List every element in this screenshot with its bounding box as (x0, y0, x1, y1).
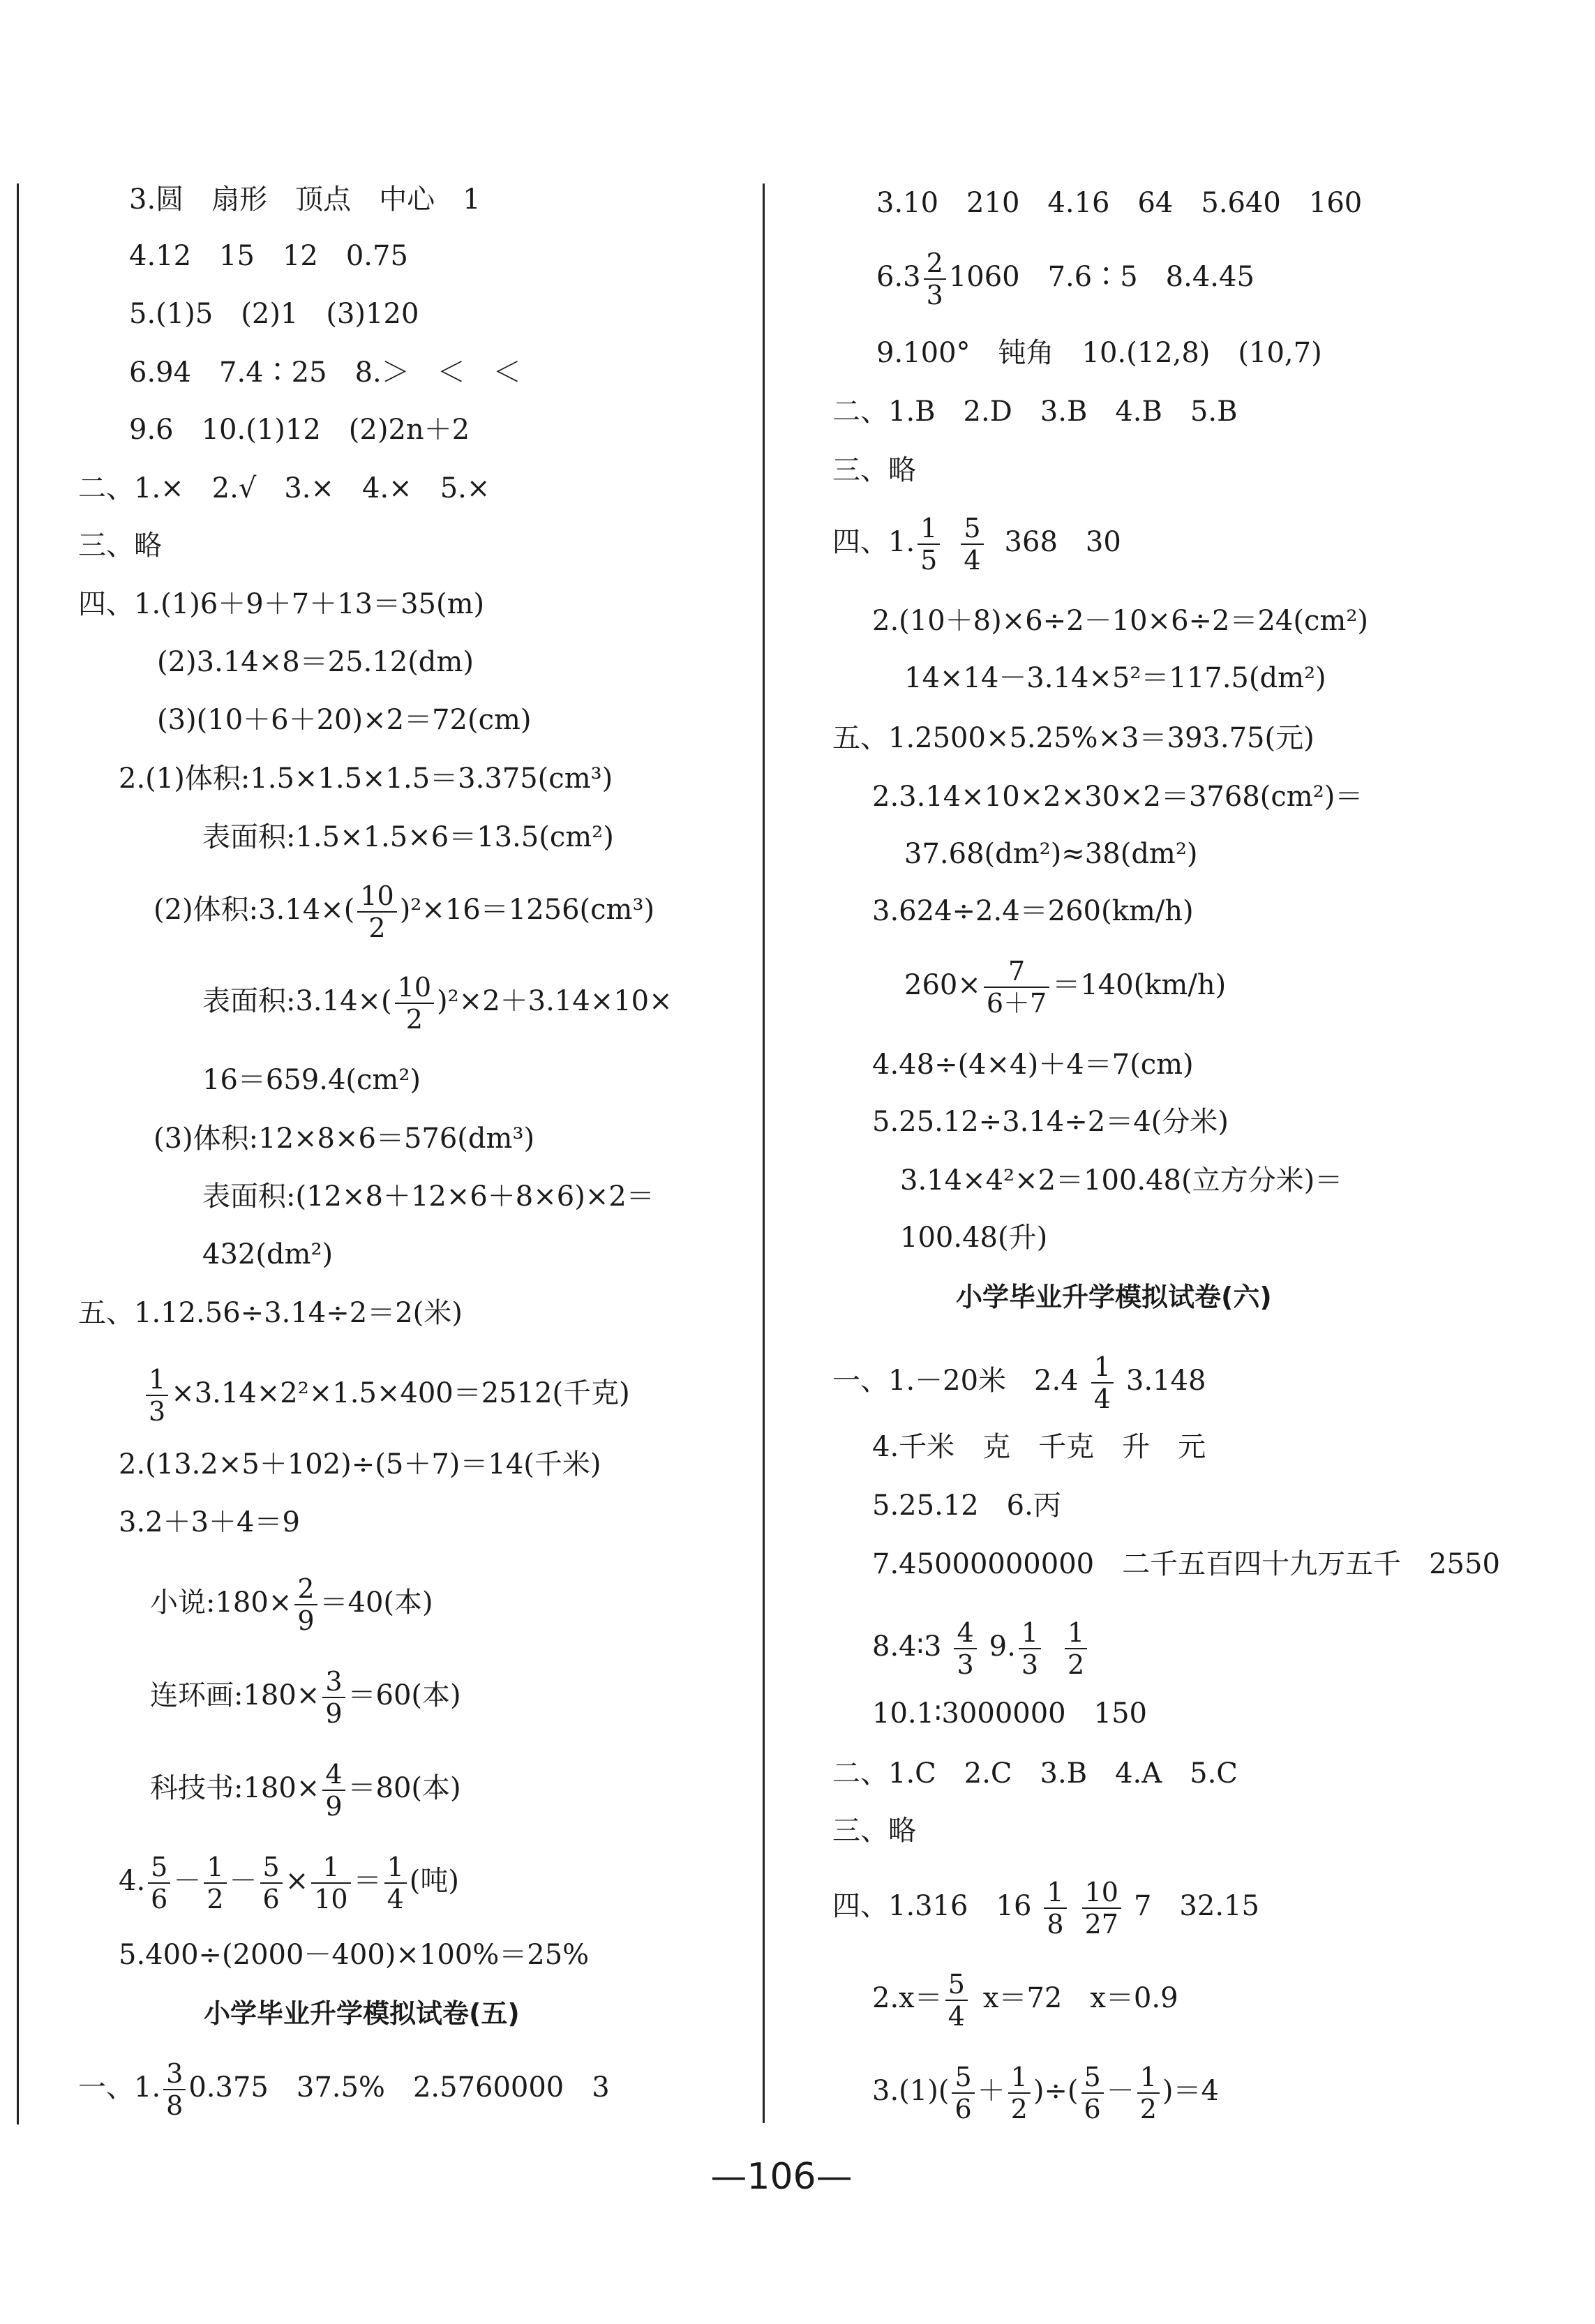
answer-line: 5.(1)5 (2)1 (3)120 (129, 298, 419, 330)
answer-line: 2.(1)体积:1.5×1.5×1.5＝3.375(cm³) (119, 763, 613, 795)
answer-line: 2.x＝ $\frac{5}{4}$ x＝72 x＝0.9 (872, 1969, 1178, 2032)
section-4-heading-line: 四、1. $\frac{1}{5}$ $\frac{5}{4}$ 368 30 (832, 513, 1121, 576)
answer-line: 9.100° 钝角 10.(12,8) (10,7) (876, 337, 1322, 369)
fraction: $\frac{2}{3}$ (924, 248, 946, 310)
answer-line: 37.68(dm²)≈38(dm²) (904, 838, 1198, 870)
answer-line: 3.2＋3＋4＝9 (119, 1506, 300, 1538)
fraction: $\frac{3}{9}$ (322, 1666, 345, 1729)
fraction: $\frac{1}{2}$ (204, 1852, 226, 1914)
exam-title-6: 小学毕业升学模拟试卷(六) (956, 1282, 1272, 1312)
answer-line: 2.(10＋8)×6÷2－10×6÷2＝24(cm²) (872, 605, 1368, 637)
fraction: $\frac{1}{10}$ (311, 1852, 350, 1914)
answer-line: 2.3.14×10×2×30×2＝3768(cm²)＝ (872, 781, 1363, 813)
fraction: $\frac{5}{6}$ (952, 2062, 974, 2124)
section-2-answers: 二、1.B 2.D 3.B 4.B 5.B (832, 396, 1238, 428)
answer-line: 4. $\frac{5}{6}$ － $\frac{1}{2}$ － $\frac{5}{6}$ × $\frac{1}{10}$ ＝ $\frac{1}{4}$ (吨) (119, 1852, 460, 1914)
fraction: $\frac{5}{6}$ (260, 1852, 283, 1914)
section-3-answers: 三、略 (78, 530, 162, 562)
column-divider (763, 183, 765, 2123)
fraction: $\frac{1}{2}$ (1137, 2062, 1160, 2124)
answer-line: 3.624÷2.4＝260(km/h) (872, 895, 1194, 927)
answer-line: 小说:180× $\frac{2}{9}$ ＝40(本) (150, 1573, 433, 1636)
section-2-answers: 二、1.C 2.C 3.B 4.A 5.C (832, 1757, 1238, 1790)
fraction: $\frac{1}{2}$ (1065, 1617, 1087, 1680)
fraction: $\frac{1}{8}$ (1044, 1877, 1066, 1940)
fraction: $\frac{10}{2}$ (357, 880, 396, 943)
fraction: $\frac{10}{2}$ (395, 972, 434, 1035)
answer-line: (2)体积:3.14×( $\frac{10}{2}$ )²×16＝1256(cm³) (153, 880, 655, 943)
answer-line: 3.14×4²×2＝100.48(立方分米)＝ (900, 1164, 1343, 1197)
section-4-heading-line: 四、1.316 16 $\frac{1}{8}$ $\frac{10}{27}$ 7 32.15 (832, 1877, 1259, 1940)
fraction: $\frac{5}{6}$ (148, 1852, 170, 1914)
fraction: $\frac{5}{6}$ (1081, 2062, 1104, 2124)
answer-line: 表面积:(12×8＋12×6＋8×6)×2＝ (202, 1180, 654, 1213)
fraction: $\frac{2}{9}$ (294, 1573, 317, 1636)
fraction: $\frac{10}{27}$ (1082, 1877, 1121, 1940)
answer-line: 6.94 7.4∶25 8.＞ ＜ ＜ (129, 357, 521, 389)
answer-line: 260× $\frac{7}{6+7}$ ＝140(km/h) (904, 956, 1227, 1019)
answer-line: 100.48(升) (900, 1222, 1048, 1254)
fraction: $\frac{1}{3}$ (146, 1364, 168, 1427)
fraction: $\frac{1}{3}$ (1019, 1617, 1041, 1680)
answer-line: 5.400÷(2000－400)×100%＝25% (119, 1939, 590, 1971)
answer-line: 5.25.12 6.丙 (872, 1490, 1061, 1522)
answer-line: 8.4∶3 $\frac{4}{3}$ 9. $\frac{1}{3}$ $\frac{1}{2}$ (872, 1617, 1090, 1680)
answer-line: 3.(1)( $\frac{5}{6}$ ＋ $\frac{1}{2}$ )÷( $\frac{5}{6}$ － $\frac{1}{2}$ )＝4 (872, 2062, 1219, 2124)
answer-line: 5.25.12÷3.14÷2＝4(分米) (872, 1106, 1229, 1138)
section-3-answers: 三、略 (832, 454, 916, 486)
answer-line: 表面积:1.5×1.5×6＝13.5(cm²) (202, 821, 614, 853)
answer-line: $\frac{1}{3}$ ×3.14×2²×1.5×400＝2512(千克) (143, 1364, 630, 1427)
answer-line: 科技书:180× $\frac{4}{9}$ ＝80(本) (150, 1759, 461, 1822)
answer-line: (2)3.14×8＝25.12(dm) (157, 646, 474, 678)
fraction: $\frac{4}{3}$ (954, 1617, 976, 1680)
answer-line: 3.圆 扇形 顶点 中心 1 (129, 183, 481, 216)
fraction: $\frac{7}{6+7}$ (984, 956, 1049, 1019)
fraction: $\frac{3}{8}$ (163, 2058, 186, 2121)
section-2-answers: 二、1.× 2.√ 3.× 4.× 5.× (78, 472, 491, 504)
answer-line: 432(dm²) (202, 1238, 334, 1270)
answer-line: 连环画:180× $\frac{3}{9}$ ＝60(本) (150, 1666, 461, 1729)
answer-line: 表面积:3.14×( $\frac{10}{2}$ )²×2＋3.14×10× (202, 972, 673, 1035)
answer-line: 4.12 15 12 0.75 (129, 240, 408, 272)
section-1-heading-line: 一、1. $\frac{3}{8}$ 0.375 37.5% 2.5760000 3 (78, 2058, 610, 2121)
answer-line: 4.48÷(4×4)＋4＝7(cm) (872, 1049, 1194, 1081)
answer-line: 3.10 210 4.16 64 5.640 160 (876, 187, 1363, 219)
answer-line: 7.45000000000 二千五百四十九万五千 2550 (872, 1548, 1500, 1580)
section-4-heading-line: 四、1.(1)6＋9＋7＋13＝35(m) (78, 588, 485, 620)
answer-line: (3)(10＋6＋20)×2＝72(cm) (157, 704, 532, 736)
answer-line: 4.千米 克 千克 升 元 (872, 1431, 1206, 1463)
section-5-heading-line: 五、1.2500×5.25%×3＝393.75(元) (832, 722, 1315, 754)
section-5-heading-line: 五、1.12.56÷3.14÷2＝2(米) (78, 1297, 463, 1329)
answer-line: 16＝659.4(cm²) (202, 1064, 421, 1096)
fraction: $\frac{1}{4}$ (384, 1852, 407, 1914)
answer-line: 14×14－3.14×5²＝117.5(dm²) (904, 662, 1326, 694)
answer-line: 9.6 10.(1)12 (2)2n＋2 (129, 414, 470, 446)
answer-line: 10.1∶3000000 150 (872, 1697, 1147, 1730)
fraction: $\frac{4}{9}$ (322, 1759, 345, 1822)
fraction: $\frac{1}{5}$ (918, 513, 940, 576)
fraction: $\frac{1}{4}$ (1091, 1351, 1114, 1414)
fraction: $\frac{5}{4}$ (961, 513, 983, 576)
answer-line: 2.(13.2×5＋102)÷(5＋7)＝14(千米) (119, 1448, 601, 1480)
fraction: $\frac{5}{4}$ (945, 1969, 968, 2032)
left-margin-rule (17, 183, 19, 2124)
fraction: $\frac{1}{2}$ (1008, 2062, 1031, 2124)
answer-line: 6.3 $\frac{2}{3}$ 1060 7.6∶5 8.4.45 (876, 248, 1255, 310)
answer-line: (3)体积:12×8×6＝576(dm³) (153, 1123, 535, 1155)
section-1-heading-line: 一、1.－20米 2.4 $\frac{1}{4}$ 3.148 (832, 1351, 1206, 1414)
page-number: —106— (710, 2156, 853, 2198)
section-3-answers: 三、略 (832, 1815, 916, 1847)
exam-title-5: 小学毕业升学模拟试卷(五) (204, 1998, 520, 2029)
